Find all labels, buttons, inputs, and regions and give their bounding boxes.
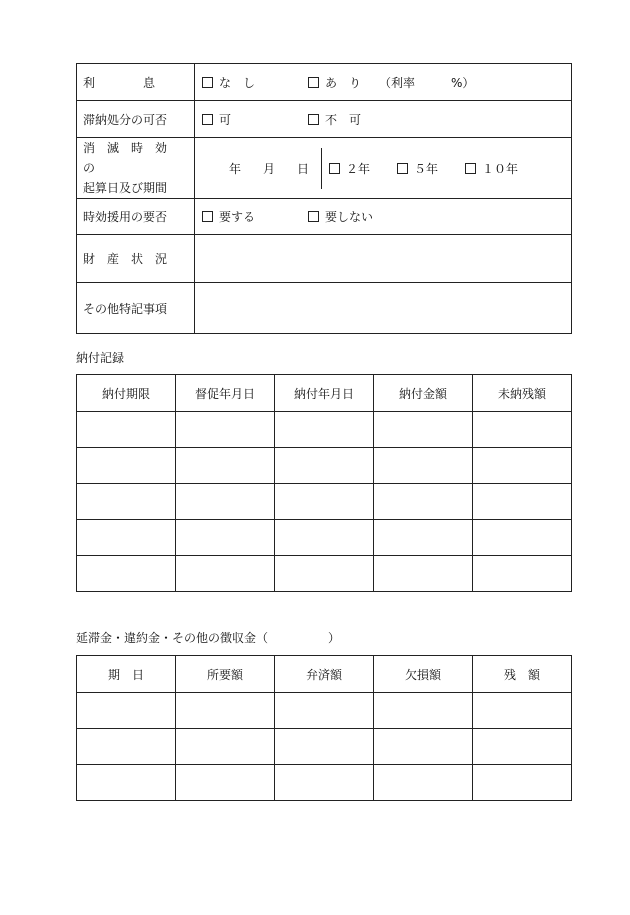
table-row — [77, 765, 572, 801]
table-cell[interactable] — [176, 729, 275, 765]
table-cell[interactable] — [473, 484, 572, 520]
table-row — [77, 520, 572, 556]
table-cell[interactable] — [374, 693, 473, 729]
other-charges-table — [76, 655, 572, 801]
table-cell[interactable] — [77, 765, 176, 801]
table-cell[interactable] — [473, 412, 572, 448]
prescription-value — [195, 138, 572, 199]
table-cell[interactable] — [374, 520, 473, 556]
interest-options — [195, 64, 572, 101]
table-cell[interactable] — [176, 412, 275, 448]
day-label: 日 — [297, 161, 310, 176]
other-header-row — [77, 656, 572, 693]
header-due-date: 納付期限 — [77, 375, 176, 412]
month-label: 月 — [263, 161, 276, 176]
start-date-field[interactable] — [195, 148, 322, 189]
table-cell[interactable] — [275, 520, 374, 556]
table-cell[interactable] — [473, 520, 572, 556]
table-cell[interactable] — [374, 556, 473, 592]
debt-info-table — [76, 63, 572, 334]
table-cell[interactable] — [77, 448, 176, 484]
table-cell[interactable] — [275, 765, 374, 801]
interest-rate-text: （利率 %） — [379, 75, 475, 90]
payment-section-title: 納付記録 — [76, 351, 125, 365]
interest-label: 利 息 — [77, 64, 195, 101]
table-cell[interactable] — [77, 693, 176, 729]
period-10y-option[interactable]: １０年 — [465, 160, 518, 177]
header-date: 期 日 — [77, 656, 176, 693]
invoke-row — [77, 199, 572, 235]
table-cell[interactable] — [176, 448, 275, 484]
payment-record-table — [76, 374, 572, 592]
delinquency-ng-option[interactable]: 不 可 — [308, 111, 361, 128]
prescription-label — [77, 138, 195, 199]
checkbox-icon[interactable] — [202, 77, 213, 88]
table-cell[interactable] — [473, 765, 572, 801]
header-required-amount: 所要額 — [176, 656, 275, 693]
interest-yes-option[interactable]: あ り — [308, 74, 361, 91]
header-loss-amount: 欠損額 — [374, 656, 473, 693]
table-cell[interactable] — [77, 520, 176, 556]
interest-row — [77, 64, 572, 101]
table-row — [77, 412, 572, 448]
table-row — [77, 484, 572, 520]
period-5y-option[interactable]: ５年 — [397, 160, 465, 177]
header-balance: 残 額 — [473, 656, 572, 693]
table-cell[interactable] — [374, 765, 473, 801]
prescription-label-line2: 起算日及び期間 — [83, 181, 168, 195]
table-cell[interactable] — [473, 693, 572, 729]
checkbox-icon[interactable] — [202, 211, 213, 222]
checkbox-icon[interactable] — [308, 77, 319, 88]
period-options — [322, 160, 518, 177]
invoke-label: 時効援用の要否 — [77, 199, 195, 235]
invoke-need-option[interactable]: 要する — [202, 208, 308, 225]
delinquency-options — [195, 101, 572, 138]
period-2y-option[interactable]: ２年 — [329, 160, 397, 177]
table-cell[interactable] — [176, 484, 275, 520]
table-cell[interactable] — [275, 729, 374, 765]
table-cell[interactable] — [275, 448, 374, 484]
table-cell[interactable] — [176, 693, 275, 729]
notes-label: その他特記事項 — [77, 283, 195, 334]
table-cell[interactable] — [374, 412, 473, 448]
table-cell[interactable] — [176, 765, 275, 801]
table-row — [77, 448, 572, 484]
table-cell[interactable] — [176, 556, 275, 592]
notes-row — [77, 283, 572, 334]
table-cell[interactable] — [275, 484, 374, 520]
table-row — [77, 693, 572, 729]
table-cell[interactable] — [275, 412, 374, 448]
year-label: 年 — [229, 161, 242, 176]
checkbox-icon[interactable] — [397, 163, 408, 174]
assets-row — [77, 235, 572, 283]
assets-label: 財 産 状 況 — [77, 235, 195, 283]
table-cell[interactable] — [473, 729, 572, 765]
prescription-label-line1: 消 滅 時 効 の — [83, 141, 180, 175]
delinquency-ok-option[interactable]: 可 — [202, 111, 308, 128]
header-unpaid-balance: 未納残額 — [473, 375, 572, 412]
table-cell[interactable] — [374, 448, 473, 484]
invoke-options — [195, 199, 572, 235]
checkbox-icon[interactable] — [329, 163, 340, 174]
delinquency-row — [77, 101, 572, 138]
table-cell[interactable] — [473, 556, 572, 592]
notes-field[interactable] — [195, 283, 572, 334]
delinquency-label: 滞納処分の可否 — [77, 101, 195, 138]
header-payment-amount: 納付金額 — [374, 375, 473, 412]
prescription-row — [77, 138, 572, 199]
table-cell[interactable] — [473, 448, 572, 484]
table-cell[interactable] — [77, 729, 176, 765]
interest-none-option[interactable]: な し — [202, 74, 308, 91]
other-charges-section-title: 延滞金・違約金・その他の徴収金（ ） — [76, 631, 341, 645]
table-row — [77, 556, 572, 592]
table-cell[interactable] — [275, 556, 374, 592]
table-row — [77, 729, 572, 765]
table-cell[interactable] — [77, 484, 176, 520]
table-cell[interactable] — [77, 556, 176, 592]
table-cell[interactable] — [77, 412, 176, 448]
header-repaid-amount: 弁済額 — [275, 656, 374, 693]
header-reminder-date: 督促年月日 — [176, 375, 275, 412]
payment-header-row — [77, 375, 572, 412]
checkbox-icon[interactable] — [202, 114, 213, 125]
assets-field[interactable] — [195, 235, 572, 283]
table-cell[interactable] — [275, 693, 374, 729]
checkbox-icon[interactable] — [465, 163, 476, 174]
table-cell[interactable] — [176, 520, 275, 556]
table-cell[interactable] — [374, 484, 473, 520]
header-payment-date: 納付年月日 — [275, 375, 374, 412]
checkbox-icon[interactable] — [308, 211, 319, 222]
table-cell[interactable] — [374, 729, 473, 765]
invoke-noneed-option[interactable]: 要しない — [308, 208, 373, 225]
checkbox-icon[interactable] — [308, 114, 319, 125]
